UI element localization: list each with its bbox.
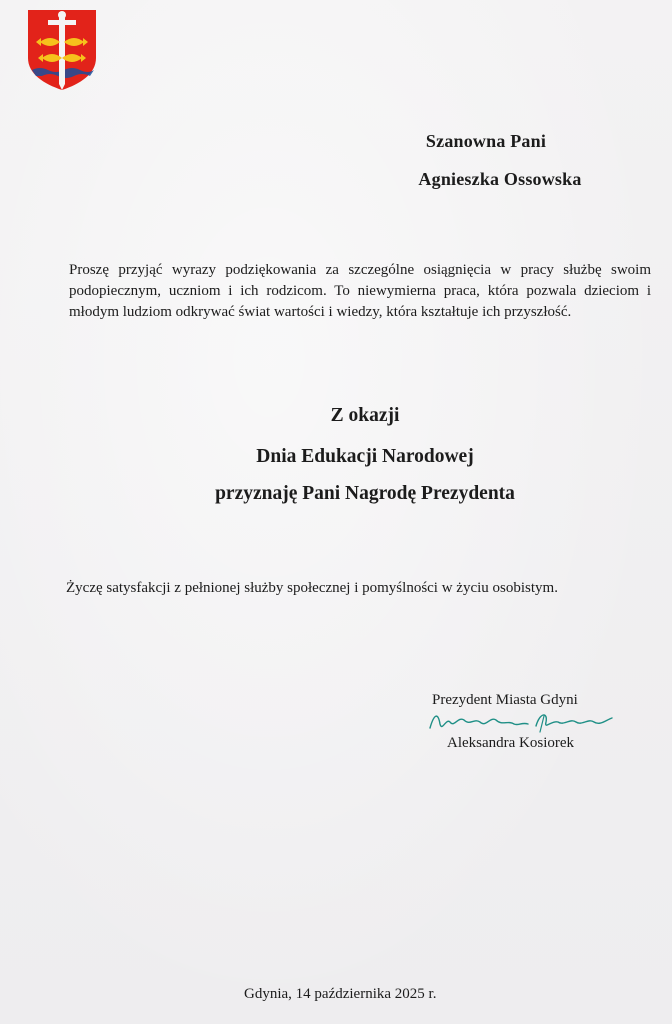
recipient-name: Agnieszka Ossowska: [418, 169, 582, 189]
gdynia-coat-of-arms-icon: [24, 6, 100, 92]
award-line-2: Dnia Edukacji Narodowej: [256, 446, 474, 467]
place-and-date: Gdynia, 14 października 2025 r.: [244, 986, 437, 1002]
handwritten-signature: [424, 706, 624, 738]
signatory-title: Prezydent Miasta Gdyni: [432, 692, 578, 708]
signatory-name: Aleksandra Kosiorek: [447, 735, 575, 751]
salutation-line-1: Szanowna Pani: [425, 131, 547, 151]
award-line-1: Z okazji: [330, 405, 400, 426]
award-line-3: przyznaję Pani Nagrodę Prezydenta: [215, 483, 515, 504]
wishes-text: Życzę satysfakcji z pełnionej służby społecznej i pomyślności w życiu osobistym.: [66, 580, 558, 596]
body-paragraph: Proszę przyjąć wyrazy podziękowania za szczególne osiągnięcia w pracy służbę swoim podopiecznym, uczniom i ich rodzicom. To niewymierna praca, która pozwala dzieciom i młodym ludziom odkrywać świat wartości i wiedzy, która kształtuje ich przyszłość.: [69, 262, 651, 320]
